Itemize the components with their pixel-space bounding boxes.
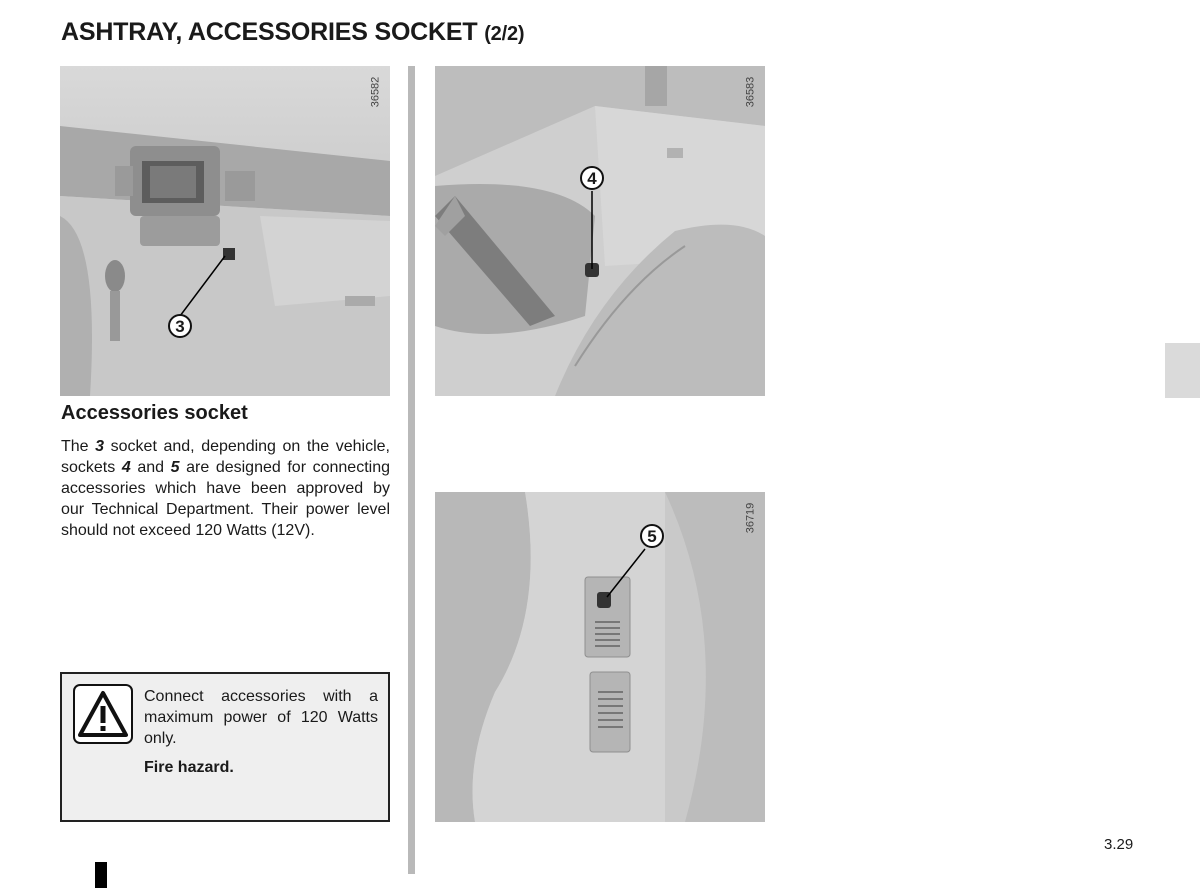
figure-wall <box>435 492 765 822</box>
callout-4: 4 <box>580 166 604 190</box>
page-title <box>61 18 524 47</box>
callout-5: 5 <box>640 524 664 548</box>
warning-emphasis: Fire hazard. <box>144 759 234 776</box>
socket-ref-5: 5 <box>170 459 180 476</box>
page-number: 3.29 <box>1104 836 1134 853</box>
wall-illustration <box>435 492 765 822</box>
warning-box <box>60 672 390 822</box>
warning-triangle-icon <box>73 684 133 744</box>
section-heading: Accessories socket <box>61 402 248 424</box>
callout-3: 3 <box>168 314 192 338</box>
socket-ref-3: 3 <box>95 438 105 455</box>
seat-illustration <box>435 66 765 396</box>
corner-mark <box>95 862 107 888</box>
figure-number: 36582 <box>369 76 382 108</box>
text-part: and <box>130 459 171 476</box>
figure-seat <box>435 66 765 396</box>
chapter-tab <box>1165 343 1200 398</box>
figure-number: 36719 <box>744 502 757 534</box>
text-part: are designed for connecting accessories which have been approved by our Technical Department. Their power level should not exceed 120 Watts (12V). <box>61 459 390 539</box>
section-text <box>61 436 390 541</box>
page-title-main: ASHTRAY, ACCESSORIES SOCKET <box>61 18 478 46</box>
text-part: socket and, depending on the vehicle, sockets <box>61 438 390 476</box>
dashboard-illustration <box>60 66 390 396</box>
text-part: The <box>61 438 96 455</box>
column-divider <box>408 66 415 874</box>
warning-text: Connect accessories with a maximum power of 120 Watts only. <box>144 688 378 747</box>
socket-ref-4: 4 <box>121 459 131 476</box>
page-title-part: (2/2) <box>484 23 525 45</box>
figure-dashboard <box>60 66 390 396</box>
figure-number: 36583 <box>744 76 757 108</box>
